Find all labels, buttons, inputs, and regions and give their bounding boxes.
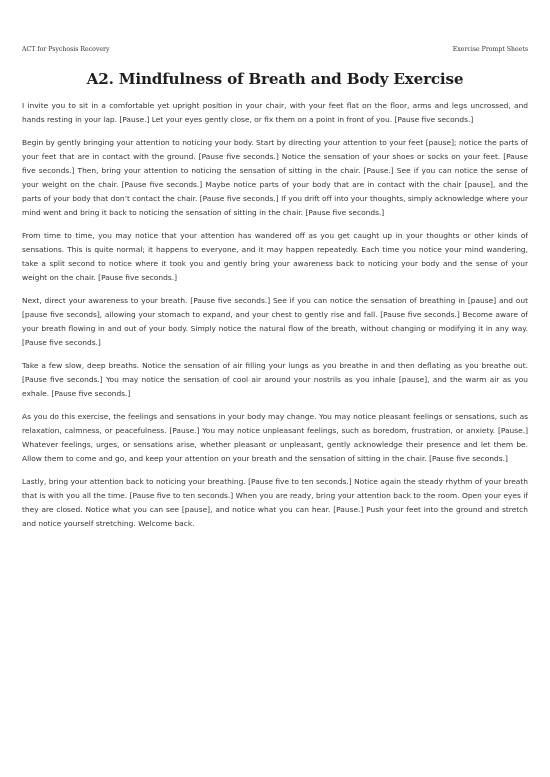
paragraph-body-awareness: Begin by gently bringing your attention to noticing your body. Start by directing your attention to your feet [pause]; notice the parts of your feet that are in contact with the ground. [Pause five seconds.] Notice the sensation of your shoes or socks on your feet. [Pause five seconds.] Then, bring your attention to noticing the sensation of sitting in the chair. [Pause.] See if you can notice the sense of your weight on the chair. [Pause five seconds.] Maybe notice parts of your body that are in contact with the chair [pause], and the parts of your body that don’t contact the chair. [Pause five seconds.] If you drift off into your thoughts, simply acknowledge where your mind went and bring it back to noticing the sensation of sitting in the chair. [Pause five seconds.] — [22, 137, 528, 218]
page-title: A2. Mindfulness of Breath and Body Exercise — [86, 70, 464, 88]
paragraph-intro: I invite you to sit in a comfortable yet upright position in your chair, with your feet flat on the floor, arms and legs uncrossed, and hands resting in your lap. [Pause.] Let your eyes gently close, or fix them on a point in front of you. [Pause five seconds.] — [22, 101, 528, 125]
paragraph-breath-awareness: Next, direct your awareness to your breath. [Pause five seconds.] See if you can notice the sensation of breathing in [pause] and out [pause five seconds], allowing your stomach to expand, and your chest to gently rise and fall. [Pause five seconds.] Become aware of your breath flowing in and out of your body. Simply notice the natural flow of the breath, without changing or modifying it in any way. [Pause five seconds.] — [22, 295, 528, 348]
paragraph-feelings: As you do this exercise, the feelings and sensations in your body may change. You may notice pleasant feelings or sensations, such as relaxation, calmness, or peacefulness. [Pause.] You may notice unpleasant feelings, such as boredom, frustration, or anxiety. [Pause.] Whatever feelings, urges, or sensations arise, whether pleasant or unpleasant, gently acknowledge their presence and let them be. Allow them to come and go, and keep your attention on your breath and the sensation of sitting in the chair. [Pause five seconds.] — [22, 411, 528, 464]
header-book-title: ACT for Psychosis Recovery — [22, 46, 110, 53]
paragraph-mind-wandering: From time to time, you may notice that your attention has wandered off as you get caught up in your thoughts or other kinds of sensations. This is quite normal; it happens to everyone, and it may happen repeatedly. Each time you notice your mind wandering, take a split second to notice where it took you and gently bring your awareness back to noticing your body and the sense of your weight on the chair. [Pause five seconds.] — [22, 230, 528, 283]
exercise-script — [22, 99, 528, 540]
paragraph-deep-breaths: Take a few slow, deep breaths. Notice the sensation of air filling your lungs as you breathe in and then deflating as you breathe out. [Pause five seconds.] You may notice the sensation of cool air around your nostrils as you inhale [pause], and the warm air as you exhale. [Pause five seconds.] — [22, 360, 528, 399]
header-section-title: Exercise Prompt Sheets — [452, 46, 528, 53]
paragraph-closing: Lastly, bring your attention back to noticing your breathing. [Pause five to ten seconds.] Notice again the steady rhythm of your breath that is with you all the time. [Pause five to ten seconds.] When you are ready, bring your attention back to the room. Open your eyes if they are closed. Notice what you can see [pause], and notice what you can hear. [Pause.] Push your feet into the ground and stretch and notice yourself stretching. Welcome back. — [22, 476, 528, 528]
running-header — [22, 46, 528, 53]
